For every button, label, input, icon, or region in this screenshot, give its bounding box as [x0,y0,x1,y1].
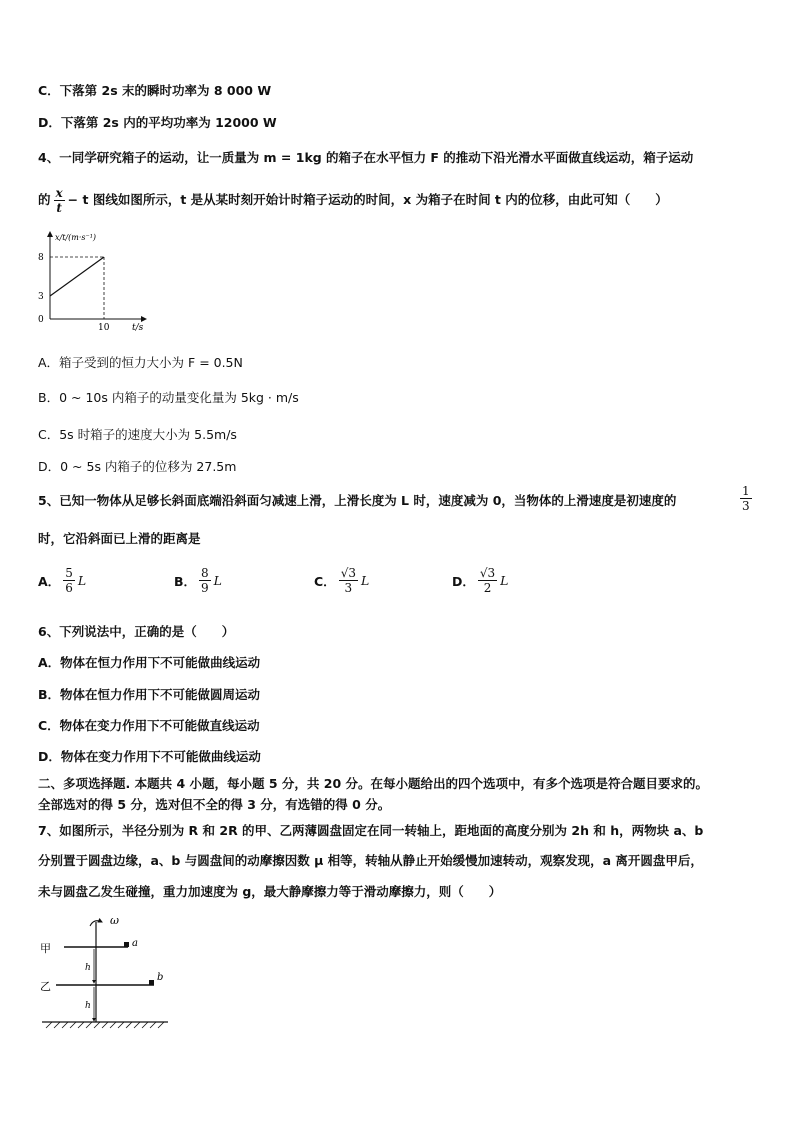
q4-option-d: D．0 ~ 5s 内箱子的位移为 27.5m [38,459,237,474]
q5-option-a-unit: L [77,573,87,588]
q7-ground-hatch [46,1022,164,1028]
q3-option-c: C．下落第 2s 末的瞬时功率为 8 000 W [38,83,272,98]
q5-option-a-num: 5 [65,566,73,580]
q5-option-c [314,566,369,595]
q5-option-c-frac [339,566,358,595]
q5-option-b-den: 9 [201,581,209,595]
q5-option-c-den: 3 [344,581,353,595]
q5-option-d-frac [478,566,497,595]
q7-stem-line3: 未与圆盘乙发生碰撞，重力加速度为 g，最大静摩擦力等于滑动摩擦力，则（ ） [38,884,502,899]
q5-option-a-frac [63,566,75,595]
q4-stem-prefix: 的 [38,192,51,207]
q6-option-a: A．物体在恒力作用下不可能做曲线运动 [38,655,261,670]
q7-label-jia: 甲 [40,942,51,955]
q5-options [38,566,758,606]
section2-heading-line1: 二、多项选择题. 本题共 4 小题，每小题 5 分，共 20 分。在每小题给出的四个选项中，有多个选项是符合题目要求的。 [38,776,709,791]
section2-heading-line2: 全部选对的得 5 分，选对但不全的得 3 分，有选错的得 0 分。 [38,797,391,812]
q4-xt-graph [34,226,164,336]
q5-option-d [452,566,508,595]
q5-option-d-unit: L [500,573,509,588]
q5-option-c-unit: L [360,573,370,588]
q7-block-b [149,980,154,985]
q7-disc-figure [36,912,176,1032]
q7-stem-line2: 分别置于圆盘边缘，a、b 与圆盘间的动摩擦因数 μ 相等，转轴从静止开始缓慢加速转动，观察发现，a 离开圆盘甲后， [38,853,703,868]
q5-stem-line2: 时，它沿斜面已上滑的距离是 [38,531,201,546]
q5-option-a-den: 6 [65,581,73,595]
q5-frac-num: 1 [742,484,750,498]
q4-option-c: C．5s 时箱子的速度大小为 5.5m/s [38,427,237,442]
q4-option-a: A．箱子受到的恒力大小为 F = 0.5N [38,355,243,370]
q5-stem-line1: 5、已知一物体从足够长斜面底端沿斜面匀减速上滑，上滑长度为 L 时，速度减为 0，当物体的上滑速度是初速度的 [38,493,677,508]
q3-option-d: D．下落第 2s 内的平均功率为 12000 W [38,115,277,130]
q5-option-b-num: 8 [201,566,209,580]
q5-option-b [174,566,222,595]
q4-graph-tick-0: 0 [38,315,44,325]
q5-option-a-label: A． [38,573,61,589]
q7-stem-line1: 7、如图所示，半径分别为 R 和 2R 的甲、乙两薄圆盘固定在同一转轴上，距地面的高度分别为 2h 和 h，两物块 a、b [38,823,704,838]
q7-label-b: b [157,972,164,983]
q4-graph-tick-8: 8 [38,253,44,263]
q4-frac-num: x [55,186,63,200]
q4-graph-tick-10: 10 [98,323,110,333]
q7-h-upper: h [85,963,91,973]
q7-h-lower: h [85,1001,91,1011]
q5-option-c-label: C． [314,573,336,589]
q7-label-yi: 乙 [40,980,51,993]
q5-option-c-num: √3 [340,566,356,580]
q7-label-a: a [132,938,138,949]
q7-block-a [124,942,129,947]
q4-graph-y-label: x/t/(m·s⁻¹) [55,233,97,242]
q5-option-b-label: B． [174,573,197,589]
q5-option-b-frac [199,566,211,595]
q4-stem-suffix: − t 图线如图所示，t 是从某时刻开始计时箱子运动的时间，x 为箱子在时间 t 内的位移，由此可知（ ） [67,192,668,207]
q5-option-d-num: √3 [479,566,496,580]
q4-frac-den: t [56,201,62,215]
q6-option-d: D．物体在变力作用下不可能做曲线运动 [38,749,261,764]
q5-option-d-label: D． [452,573,475,589]
q4-stem-line2 [38,184,668,216]
q5-option-a [38,566,86,595]
q4-graph-x-label: t/s [132,323,144,333]
q4-graph-tick-3: 3 [38,292,44,302]
q4-option-b: B．0 ~ 10s 内箱子的动量变化量为 5kg · m/s [38,390,299,405]
q4-stem-line1: 4、一同学研究箱子的运动，让一质量为 m = 1kg 的箱子在水平恒力 F 的推动下沿光滑水平面做直线运动，箱子运动 [38,150,694,165]
q6-option-c: C．物体在变力作用下不可能做直线运动 [38,718,260,733]
q5-frac-den: 3 [742,499,750,513]
q5-option-b-unit: L [213,573,222,588]
q7-omega-label: ω [110,914,119,927]
q4-frac-x-over-t [54,186,65,215]
q5-frac-one-third [740,484,752,513]
q5-option-d-den: 2 [483,581,492,595]
q6-stem: 6、下列说法中，正确的是（ ） [38,624,235,639]
q6-option-b: B．物体在恒力作用下不可能做圆周运动 [38,687,261,702]
q4-graph-line [50,257,104,296]
